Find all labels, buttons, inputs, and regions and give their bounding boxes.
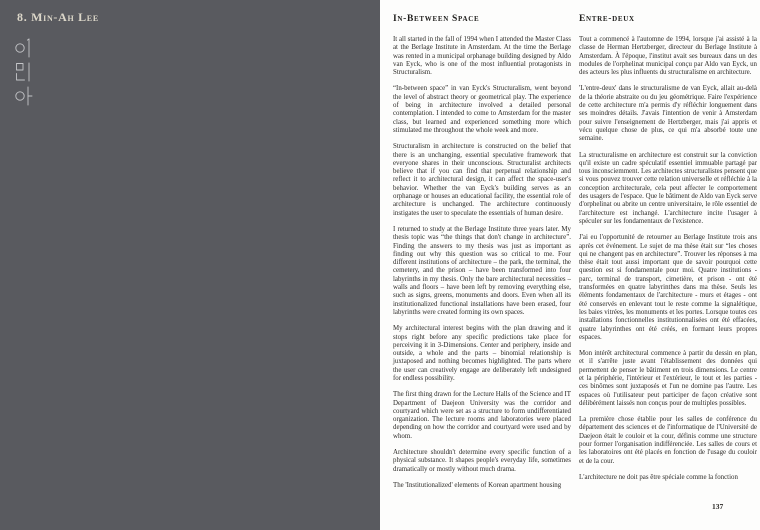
page-number: 137 xyxy=(712,502,724,511)
paragraph: It all started in the fall of 1994 when I attended the Master Class at the Berlage Institute in Amsterdam. At the time the Berlage was rented in a municipal orphanage building designed by Aldo van Eyck, who is one of the most influential protagonists in Structuralism. xyxy=(393,36,571,77)
paragraph: “In-between space” in van Eyck's Structuralism, went beyond the level of abstract theory or geometrical play. The experience of being in architecture involved a detailed personal contemplation. I intended to come to Amsterdam for the master class, but learned and experienced something more which stimulated me throughout the whole week and more. xyxy=(393,85,571,134)
english-text-column xyxy=(393,14,571,498)
paragraph: I returned to study at the Berlage Institute three years later. My thesis topic was “the things that don't change in architecture”. Finding the answers to my thesis was just as important as finding out why this question was so critical to me. Four different institutions of architecture – the park, the terminal, the cemetery, and the prison – have been transformed into four labyrinths in my thesis. Only the bare architectural necessities – walls and floors – have been left by removing everything else, such as signs, greens, monuments and doors. Even when all its institutionalized functional installations have been erased, four labyrinths were created forming its own spaces. xyxy=(393,225,571,316)
paragraph: J'ai eu l'opportunité de retourner au Berlage Institute trois ans après cet événement. Le sujet de ma thèse était sur “les choses qui ne changent pas en architecture”. Trouver les réponses à ma thèse était tout aussi important que de savoir pourquoi cette question est si fondamentale pour moi. Quatre institutions - parc, terminal de transport, cimetière, et prison - ont été transformées en quatre labyrinthes dans ma thèse. Seuls les éléments fondamentaux de l'architecture - murs et étages - ont été conservés en enlevant tout le reste comme la signalétique, les baies vitrées, les monuments et les portes. Lorsque toutes ces installations fonctionnelles institutionnalisées ont été effacées, quatre labyrinthes ont été créés, en formant leurs propres espaces. xyxy=(579,234,757,341)
paragraph: Tout a commencé à l'automne de 1994, lorsque j'ai assisté à la classe de Herman Hertzberger, directeur du Berlage Institute à Amsterdam. À l'époque, l'institut avait ses bureaux dans un des modules de l'orphelinat municipal conçu par Aldo van Eyck, un des acteurs les plus influents du structuralisme en architecture. xyxy=(579,36,757,77)
paragraph: The first thing drawn for the Lecture Halls of the Science and IT Department of Daejeon University was the corridor and courtyard which were set as a structure to form undifferentiated organization. The lecture rooms and laboratories were placed depending on how the corridor and courtyard were used and by whom. xyxy=(393,391,571,440)
paragraph: Mon intérêt architectural commence à partir du dessin en plan, et il s'arrête juste avant l'établissement des données qui permettent de penser le bâtiment en trois dimensions. Le centre et la périphérie, l'intérieur et l'extérieur, le tout et les parties - ces binômes sont juxtaposés et l'un ne domine pas l'autre. Les espaces où l'utilisateur peut participer de façon créative sont délibérément laissés non conçus pour de multiples possibles. xyxy=(579,350,757,407)
paragraph: L'architecture ne doit pas être spéciale comme la fonction xyxy=(579,473,738,481)
korean-name-vertical xyxy=(15,38,33,106)
paragraph: Structuralism in architecture is constructed on the belief that there is an unchanging, essential speculative framework that everyone shares in their unconscious. Structuralist architects believe that if you can find that perpetual relationship and reflect it to architectural design, it can affect the space-user's behavior. Whether the van Eyck's building serves as an orphanage or houses an educational facility, the essential role of architecture is unchanged. The architecture continuously instigates the user to speculate the essentials of human desire. xyxy=(393,143,571,217)
paragraph: 'L'entre-deux' dans le structuralisme de van Eyck, allait au-delà de la théorie abstraite ou du jeu géométrique. Faire l'expérience de cette architecture m'a permis d'y réfléchir longuement dans ses moindres détails. J'avais l'intention de venir à Amsterdam pour suivre l'enseignement de Hertzberger, mais j'ai appris et vécu quelque chose de plus, ce qui m'a absorbé toute une semaine. xyxy=(579,85,757,143)
paragraph: La première chose établie pour les salles de conférence du département des sciences et de l'informatique de l'Université de Daejeon était le couloir et la cour, définis comme une structure pour former l'organisation indifférenciée. Les salles de cours et les laboratoires ont été placés en fonction de l'usage du couloir et de la cour. xyxy=(579,416,757,465)
column-heading-french: Entre-deux xyxy=(579,14,635,24)
paragraph: La structuralisme en architecture est construit sur la conviction qu'il existe un cadre spéculatif essentiel immuable partagé par tous inconsciemment. Les architectes structuralistes pensent que si vous pouvez trouver cette relation universelle et réfléchie à la conception architecturale, cela peut affecter le comportement des usagers de l'espace. Que le bâtiment de Aldo van Eyck serve d'orphelinat ou abrite un centre universitaire, le rôle essentiel de l'architecture est inchangé. L'architecture incite l'usager à spéculer sur les fondamentaux de l'existence. xyxy=(579,151,757,225)
paragraph: The 'Institutionalized' elements of Korean apartment housing xyxy=(393,481,562,489)
hangul-char-min-icon xyxy=(15,62,33,82)
french-text-column xyxy=(579,14,757,490)
hangul-char-i-icon xyxy=(15,38,33,58)
chapter-title: 8. Min-Ah Lee xyxy=(17,10,99,24)
paragraph: My architectural interest begins with the plan drawing and it stops right before any specific predictions take place for perceiving it in 3-Dimensions. Center and periphery, inside and outside, a whole and the parts – binomial relationship is juxtaposed and nothing becomes highlighted. The parts where the user can creatively engage are deliberately left undesigned for endless possibility. xyxy=(393,325,571,382)
column-heading-english: In-Between Space xyxy=(393,14,480,24)
paragraph: Architecture shouldn't determine every specific function of a physical substance. It shapes people's everyday life, sometimes dramatically or mostly without much drama. xyxy=(393,449,571,473)
hangul-char-ah-icon xyxy=(15,86,33,106)
